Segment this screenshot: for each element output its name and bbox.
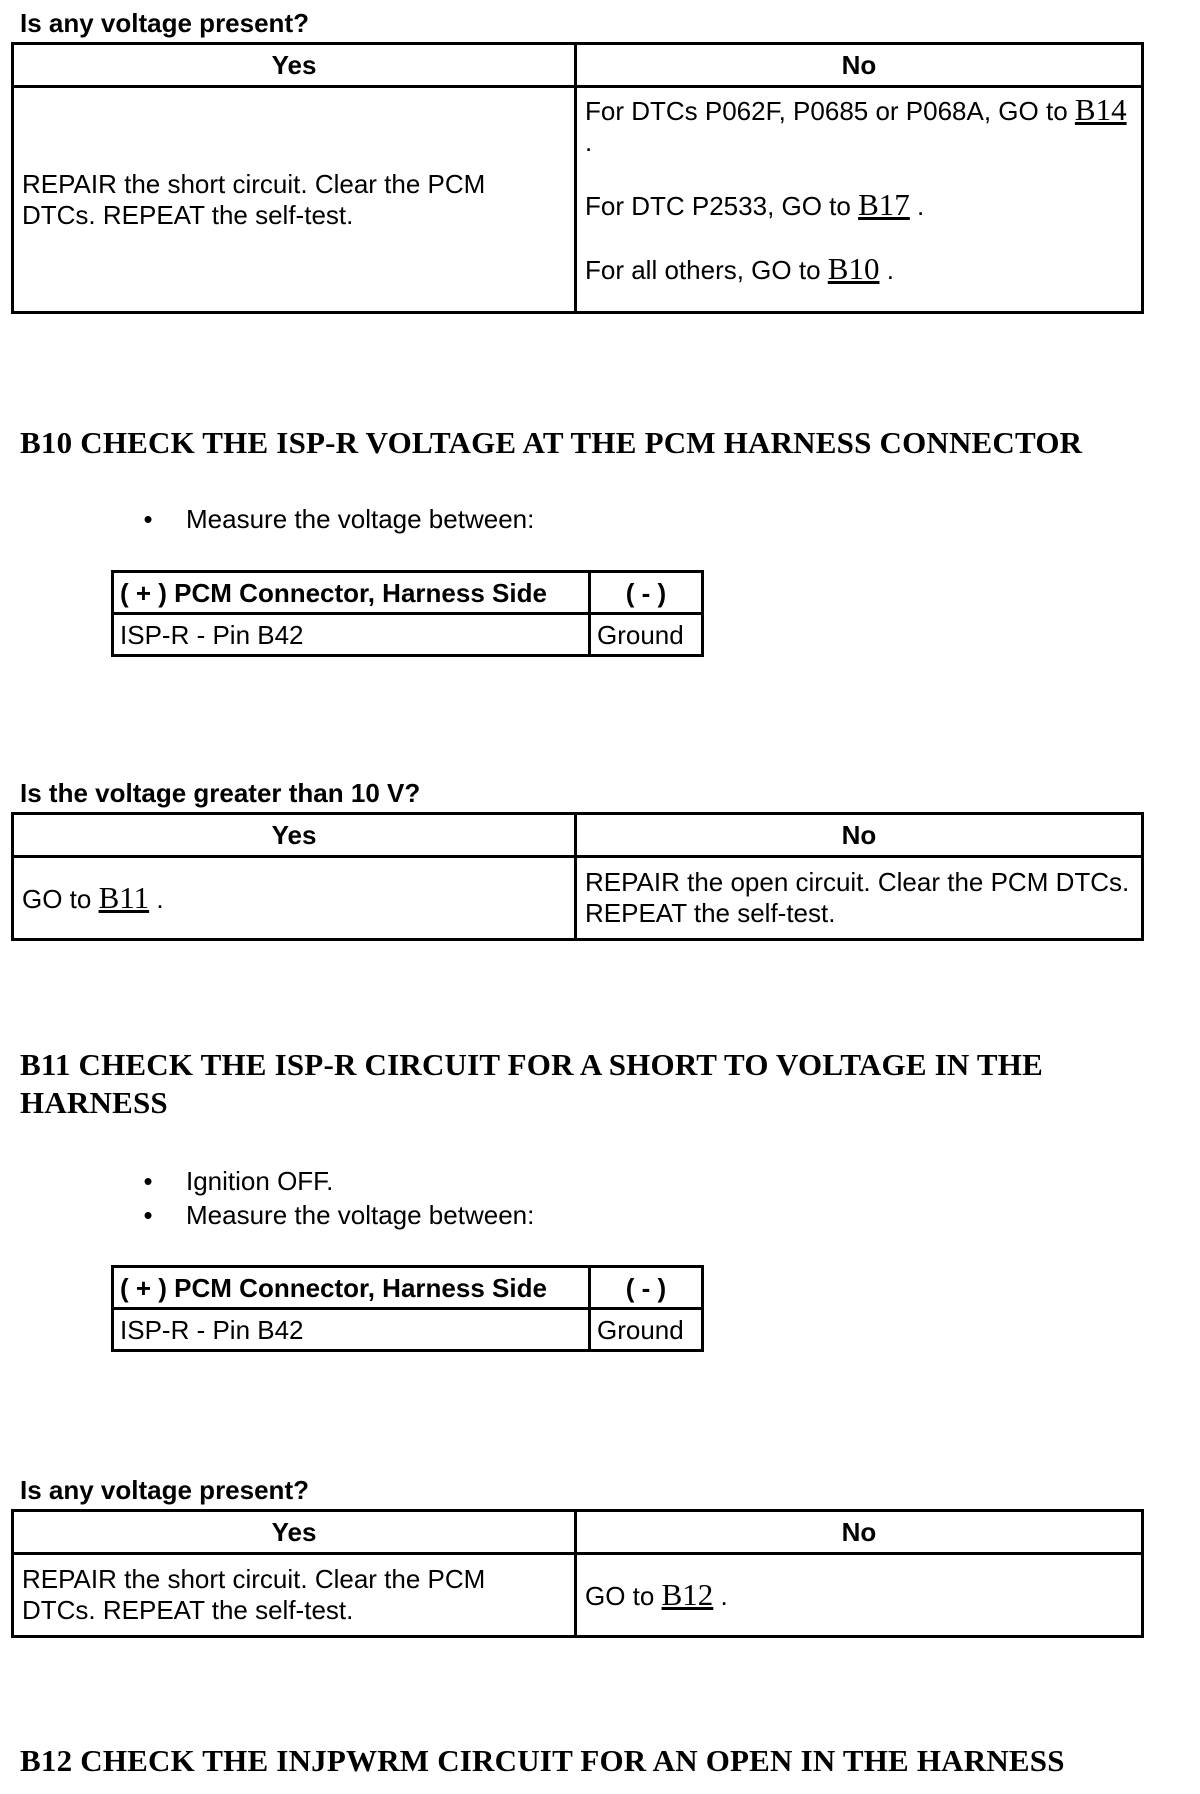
yes-header: Yes (13, 1511, 576, 1554)
bullet-icon: • (143, 504, 153, 534)
no-cell (576, 857, 1143, 940)
step-text: Measure the voltage between: (186, 504, 535, 534)
no-header: No (576, 44, 1143, 87)
link-b10[interactable]: B10 (827, 251, 880, 286)
measure-col1-value: ISP-R - Pin B42 (113, 1309, 590, 1351)
yes-text: REPAIR the short circuit. Clear the PCM DTCs. REPEAT the self-test. (22, 168, 486, 230)
measurement-table-b10 (111, 570, 704, 657)
section-heading-b12: B12 CHECK THE INJPWRM CIRCUIT FOR AN OPEN IN THE HARNESS (20, 1743, 1065, 1778)
link-b14[interactable]: B14 (1074, 92, 1127, 127)
measure-col2-header: ( - ) (590, 572, 703, 614)
measure-col1-value: ISP-R - Pin B42 (113, 614, 590, 656)
bullet-icon: • (143, 1200, 153, 1230)
yes-text: REPAIR the short circuit. Clear the PCM DTCs. REPEAT the self-test. (22, 1564, 486, 1625)
no-header: No (576, 814, 1143, 857)
yes-cell (13, 1554, 576, 1637)
no-line-text: For DTCs P062F, P0685 or P068A, GO to (585, 96, 1068, 126)
measurement-table-b11 (111, 1265, 704, 1352)
link-b12[interactable]: B12 (661, 1576, 714, 1612)
link-b17[interactable]: B17 (858, 187, 910, 222)
question-label: Is any voltage present? (20, 1475, 309, 1505)
measure-col2-value: Ground (590, 1309, 703, 1351)
yes-header: Yes (13, 44, 576, 87)
measure-col2-header: ( - ) (590, 1267, 703, 1309)
steps-list-b10 (138, 502, 534, 536)
no-line (585, 253, 1133, 286)
no-line-suffix: . (585, 127, 593, 157)
section-heading-b10: B10 CHECK THE ISP-R VOLTAGE AT THE PCM HARNESS CONNECTOR (20, 425, 1083, 460)
yes-no-table (11, 812, 1144, 941)
no-line-suffix: . (917, 191, 925, 221)
question-label: Is the voltage greater than 10 V? (20, 778, 421, 808)
no-header: No (576, 1511, 1143, 1554)
no-text: GO to (585, 1580, 655, 1611)
no-line-text: For DTC P2533, GO to (585, 191, 851, 221)
link-b11[interactable]: B11 (98, 879, 150, 915)
yes-suffix: . (156, 883, 164, 914)
section-heading-b11 (20, 1046, 1043, 1122)
yes-no-table (11, 42, 1144, 314)
measure-col1-header: ( + ) PCM Connector, Harness Side (113, 1267, 590, 1309)
steps-list-b11 (138, 1164, 534, 1232)
measure-col2-value: Ground (590, 614, 703, 656)
heading-line: HARNESS (20, 1085, 168, 1120)
no-cell (576, 1554, 1143, 1637)
no-cell (576, 87, 1143, 313)
step-item (138, 1198, 534, 1232)
bullet-icon: • (143, 1166, 153, 1196)
yes-cell (13, 87, 576, 313)
no-line (585, 94, 1133, 158)
yes-no-table (11, 1509, 1144, 1638)
no-suffix: . (720, 1580, 728, 1611)
yes-cell (13, 857, 576, 940)
step-item (138, 1164, 534, 1198)
no-line-text: For all others, GO to (585, 255, 821, 285)
no-line-suffix: . (886, 255, 894, 285)
question-label: Is any voltage present? (20, 8, 309, 38)
heading-line: B11 CHECK THE ISP-R CIRCUIT FOR A SHORT TO VOLTAGE IN THE (20, 1047, 1043, 1082)
yes-text: GO to (22, 883, 92, 914)
measure-col1-header: ( + ) PCM Connector, Harness Side (113, 572, 590, 614)
step-text: Measure the voltage between: (186, 1200, 535, 1230)
step-item (138, 502, 534, 536)
step-text: Ignition OFF. (186, 1166, 334, 1196)
yes-header: Yes (13, 814, 576, 857)
no-text: REPAIR the open circuit. Clear the PCM DTCs. REPEAT the self-test. (585, 867, 1130, 928)
no-line (585, 189, 1133, 222)
